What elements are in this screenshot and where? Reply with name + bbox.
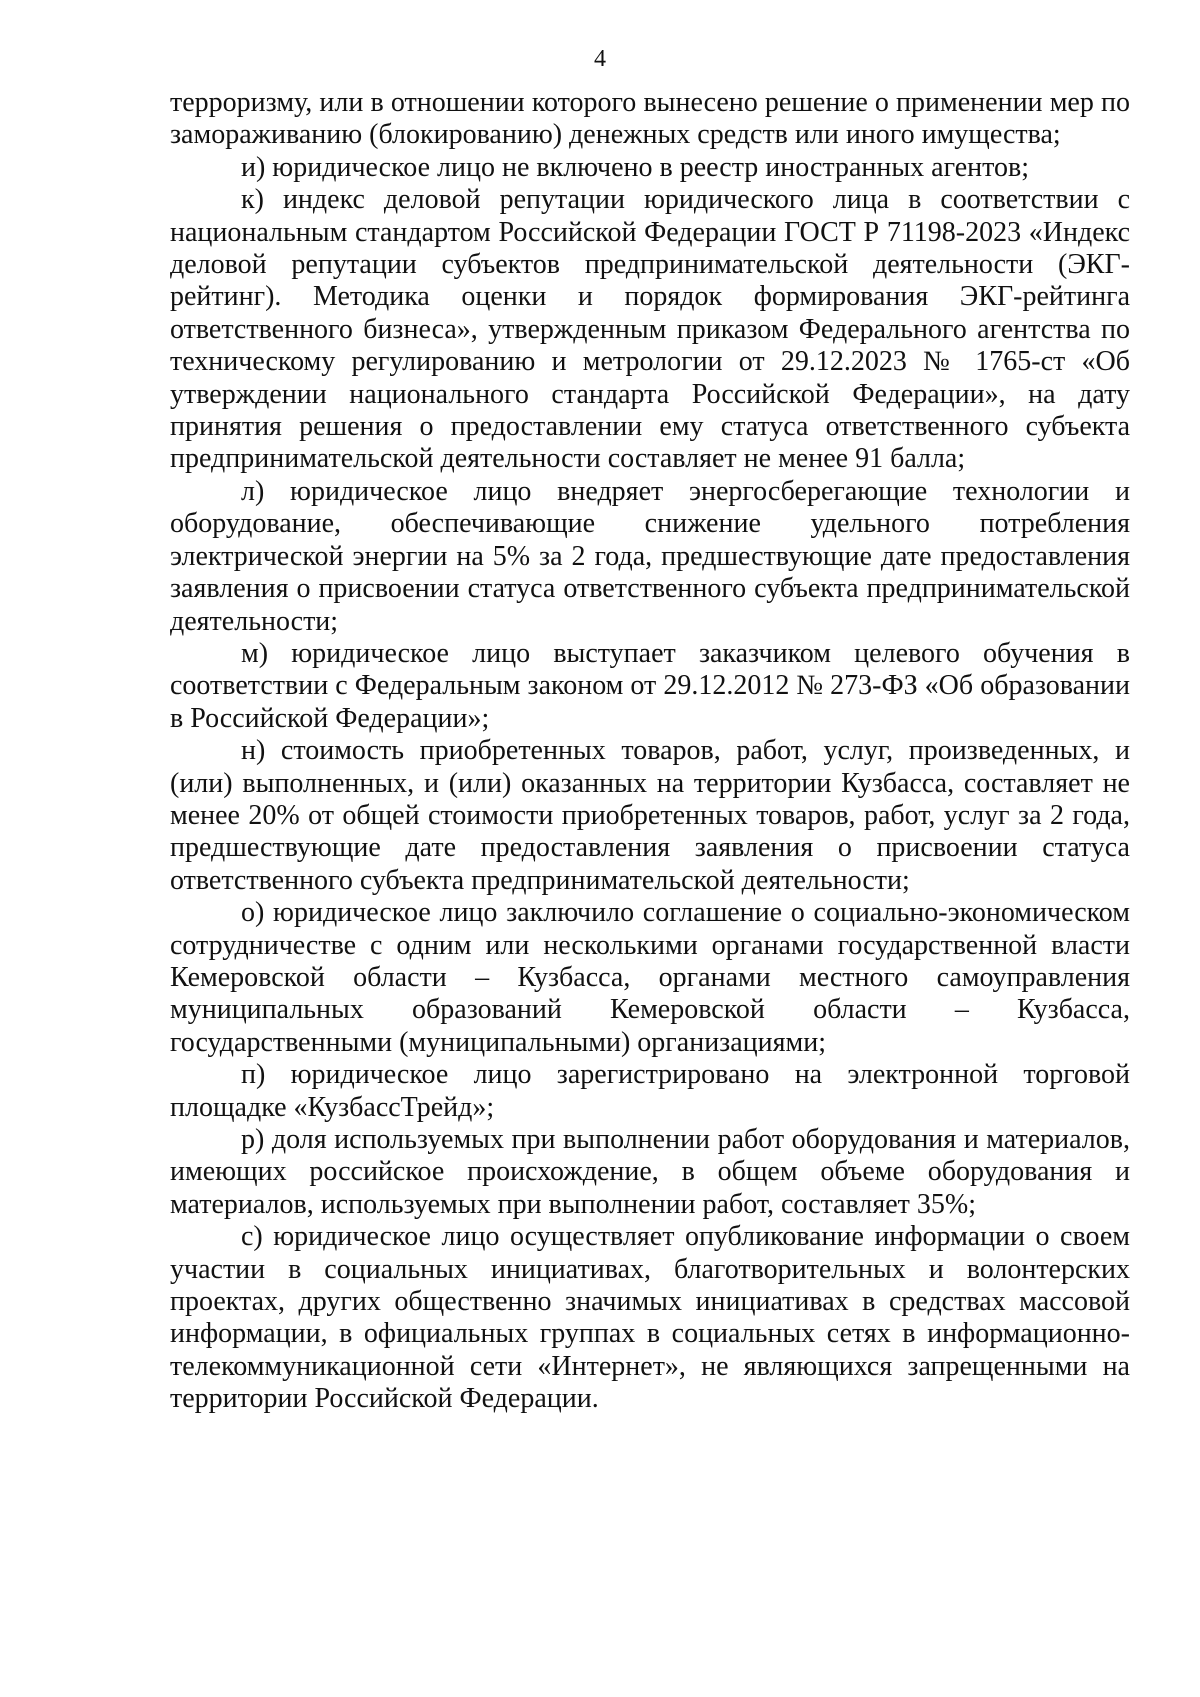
paragraph-item-r: р) доля используемых при выполнении работ оборудования и материалов, имеющих российское происхождение, в общем объеме оборудования и материалов, используемых при выполнении работ, составляет 35%;: [170, 1124, 1130, 1220]
document-body: [170, 87, 1130, 1416]
paragraph-item-k: к) индекс деловой репутации юридического лица в соответствии с национальным стандартом Российской Федерации ГОСТ Р 71198-2023 «Индекс деловой репутации субъектов предпринимательской деятельности (ЭКГ-рейтинг). Методика оценки и порядок формирования ЭКГ-рейтинга ответственного бизнеса», утвержденным приказом Федерального агентства по техническому регулированию и метрологии от 29.12.2023 № 1765-ст «Об утверждении национального стандарта Российской Федерации», на дату принятия решения о предоставлении ему статуса ответственного субъекта предпринимательской деятельности составляет не менее 91 балла;: [170, 184, 1130, 475]
paragraph-item-p: п) юридическое лицо зарегистрировано на электронной торговой площадке «КузбассТрейд»;: [170, 1059, 1130, 1123]
paragraph-item-s: с) юридическое лицо осуществляет опубликование информации о своем участии в социальных инициативах, благотворительных и волонтерских проектах, других общественно значимых инициативах в средствах массовой информации, в официальных группах в социальных сетях в информационно-телекоммуникационной сети «Интернет», не являющихся запрещенными на территории Российской Федерации.: [170, 1221, 1130, 1415]
paragraph-item-o: о) юридическое лицо заключило соглашение о социально-экономическом сотрудничестве с одним или несколькими органами государственной власти Кемеровской области – Кузбасса, органами местного самоуправления муниципальных образований Кемеровской области – Кузбасса, государственными (муниципальными) организациями;: [170, 897, 1130, 1058]
paragraph-item-l: л) юридическое лицо внедряет энергосберегающие технологии и оборудование, обеспечивающие снижение удельного потребления электрической энергии на 5% за 2 года, предшествующие дате предоставления заявления о присвоении статуса ответственного субъекта предпринимательской деятельности;: [170, 475, 1130, 637]
page-number: 4: [594, 46, 606, 72]
paragraph-continuation: терроризму, или в отношении которого вынесено решение о применении мер по замораживанию (блокированию) денежных средств или иного имущества;: [170, 87, 1130, 151]
paragraph-item-n: н) стоимость приобретенных товаров, работ, услуг, произведенных, и (или) выполненных, и (или) оказанных на территории Кузбасса, составляет не менее 20% от общей стоимости приобретенных товаров, работ, услуг за 2 года, предшествующие дате предоставления заявления о присвоении статуса ответственного субъекта предпринимательской деятельности;: [170, 735, 1130, 896]
paragraph-item-m: м) юридическое лицо выступает заказчиком целевого обучения в соответствии с Федеральным законом от 29.12.2012 № 273-ФЗ «Об образовании в Российской Федерации»;: [170, 637, 1130, 734]
paragraph-item-i: и) юридическое лицо не включено в реестр иностранных агентов;: [241, 151, 1030, 183]
